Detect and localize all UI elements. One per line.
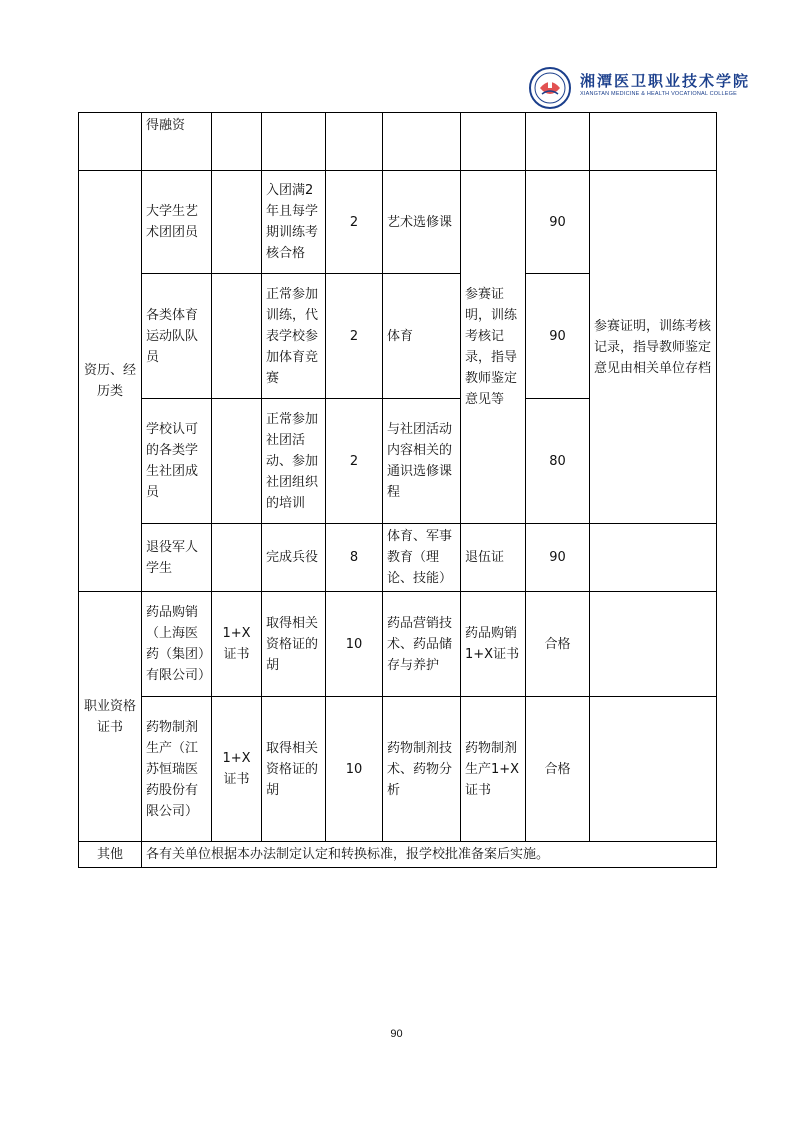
table-cell (461, 113, 526, 171)
logo-chinese-name: 湘潭医卫职业技术学院 (580, 72, 751, 90)
credit-conversion-table (78, 112, 717, 868)
college-emblem-icon (528, 66, 574, 110)
course-cell: 艺术选修课 (383, 171, 461, 274)
score-cell: 90 (526, 171, 590, 274)
condition-cell: 取得相关资格证的胡 (262, 592, 326, 697)
course-cell: 药物制剂技术、药物分析 (383, 697, 461, 842)
table-cell (212, 399, 262, 524)
proof-cell: 参赛证明，训练考核记录，指导教师鉴定意见等 (461, 171, 526, 524)
condition-cell: 正常参加社团活动、参加社团组织的培训 (262, 399, 326, 524)
item-name-cell: 得融资 (142, 113, 212, 171)
item-name-cell: 药品购销（上海医药（集团）有限公司） (142, 592, 212, 697)
course-cell: 体育 (383, 274, 461, 399)
logo-english-name: XIANGTAN MEDICINE & HEALTH VOCATIONAL COLLEGE (580, 91, 738, 97)
item-name-cell: 退役军人学生 (142, 524, 212, 592)
table-row (79, 592, 717, 697)
other-note-cell: 各有关单位根据本办法制定认定和转换标准，报学校批准备案后实施。 (142, 842, 717, 868)
item-name-cell: 学校认可的各类学生社团成员 (142, 399, 212, 524)
item-name-cell: 药物制剂生产（江苏恒瑞医药股份有限公司） (142, 697, 212, 842)
table-row (79, 697, 717, 842)
score-cell: 合格 (526, 697, 590, 842)
table-cell (212, 524, 262, 592)
table-cell (526, 113, 590, 171)
course-cell: 与社团活动内容相关的通识选修课程 (383, 399, 461, 524)
score-cell: 90 (526, 524, 590, 592)
table-cell (590, 524, 717, 592)
category-cell: 其他 (79, 842, 142, 868)
category-cell: 职业资格证书 (79, 592, 142, 842)
table-cell (590, 592, 717, 697)
credits-cell: 10 (326, 697, 383, 842)
course-cell: 药品营销技术、药品储存与养护 (383, 592, 461, 697)
college-logo (528, 66, 751, 110)
table-cell (262, 113, 326, 171)
condition-cell: 完成兵役 (262, 524, 326, 592)
table-cell (383, 113, 461, 171)
condition-cell: 入团满2年且每学期训练考核合格 (262, 171, 326, 274)
table-row (79, 842, 717, 868)
credits-cell: 10 (326, 592, 383, 697)
credits-cell: 8 (326, 524, 383, 592)
proof-cell: 药品购销1+X证书 (461, 592, 526, 697)
table-cell (590, 697, 717, 842)
table-cell (79, 113, 142, 171)
condition-cell: 正常参加训练，代表学校参加体育竞赛 (262, 274, 326, 399)
proof-cell: 药物制剂生产1+X证书 (461, 697, 526, 842)
credits-cell: 2 (326, 171, 383, 274)
credits-cell: 2 (326, 399, 383, 524)
level-cell: 1+X证书 (212, 697, 262, 842)
condition-cell: 取得相关资格证的胡 (262, 697, 326, 842)
score-cell: 80 (526, 399, 590, 524)
score-cell: 90 (526, 274, 590, 399)
level-cell: 1+X证书 (212, 592, 262, 697)
table-cell (590, 113, 717, 171)
category-cell: 资历、经历类 (79, 171, 142, 592)
table-row (79, 113, 717, 171)
table-cell (212, 113, 262, 171)
table-cell (326, 113, 383, 171)
score-cell: 合格 (526, 592, 590, 697)
item-name-cell: 大学生艺术团团员 (142, 171, 212, 274)
table-cell (212, 274, 262, 399)
note-cell: 参赛证明，训练考核记录，指导教师鉴定意见由相关单位存档 (590, 171, 717, 524)
table-row (79, 171, 717, 274)
credits-cell: 2 (326, 274, 383, 399)
table-row (79, 524, 717, 592)
course-cell: 体育、军事教育（理论、技能） (383, 524, 461, 592)
table-cell (212, 171, 262, 274)
page-number: 90 (390, 1028, 403, 1040)
item-name-cell: 各类体育运动队队员 (142, 274, 212, 399)
proof-cell: 退伍证 (461, 524, 526, 592)
